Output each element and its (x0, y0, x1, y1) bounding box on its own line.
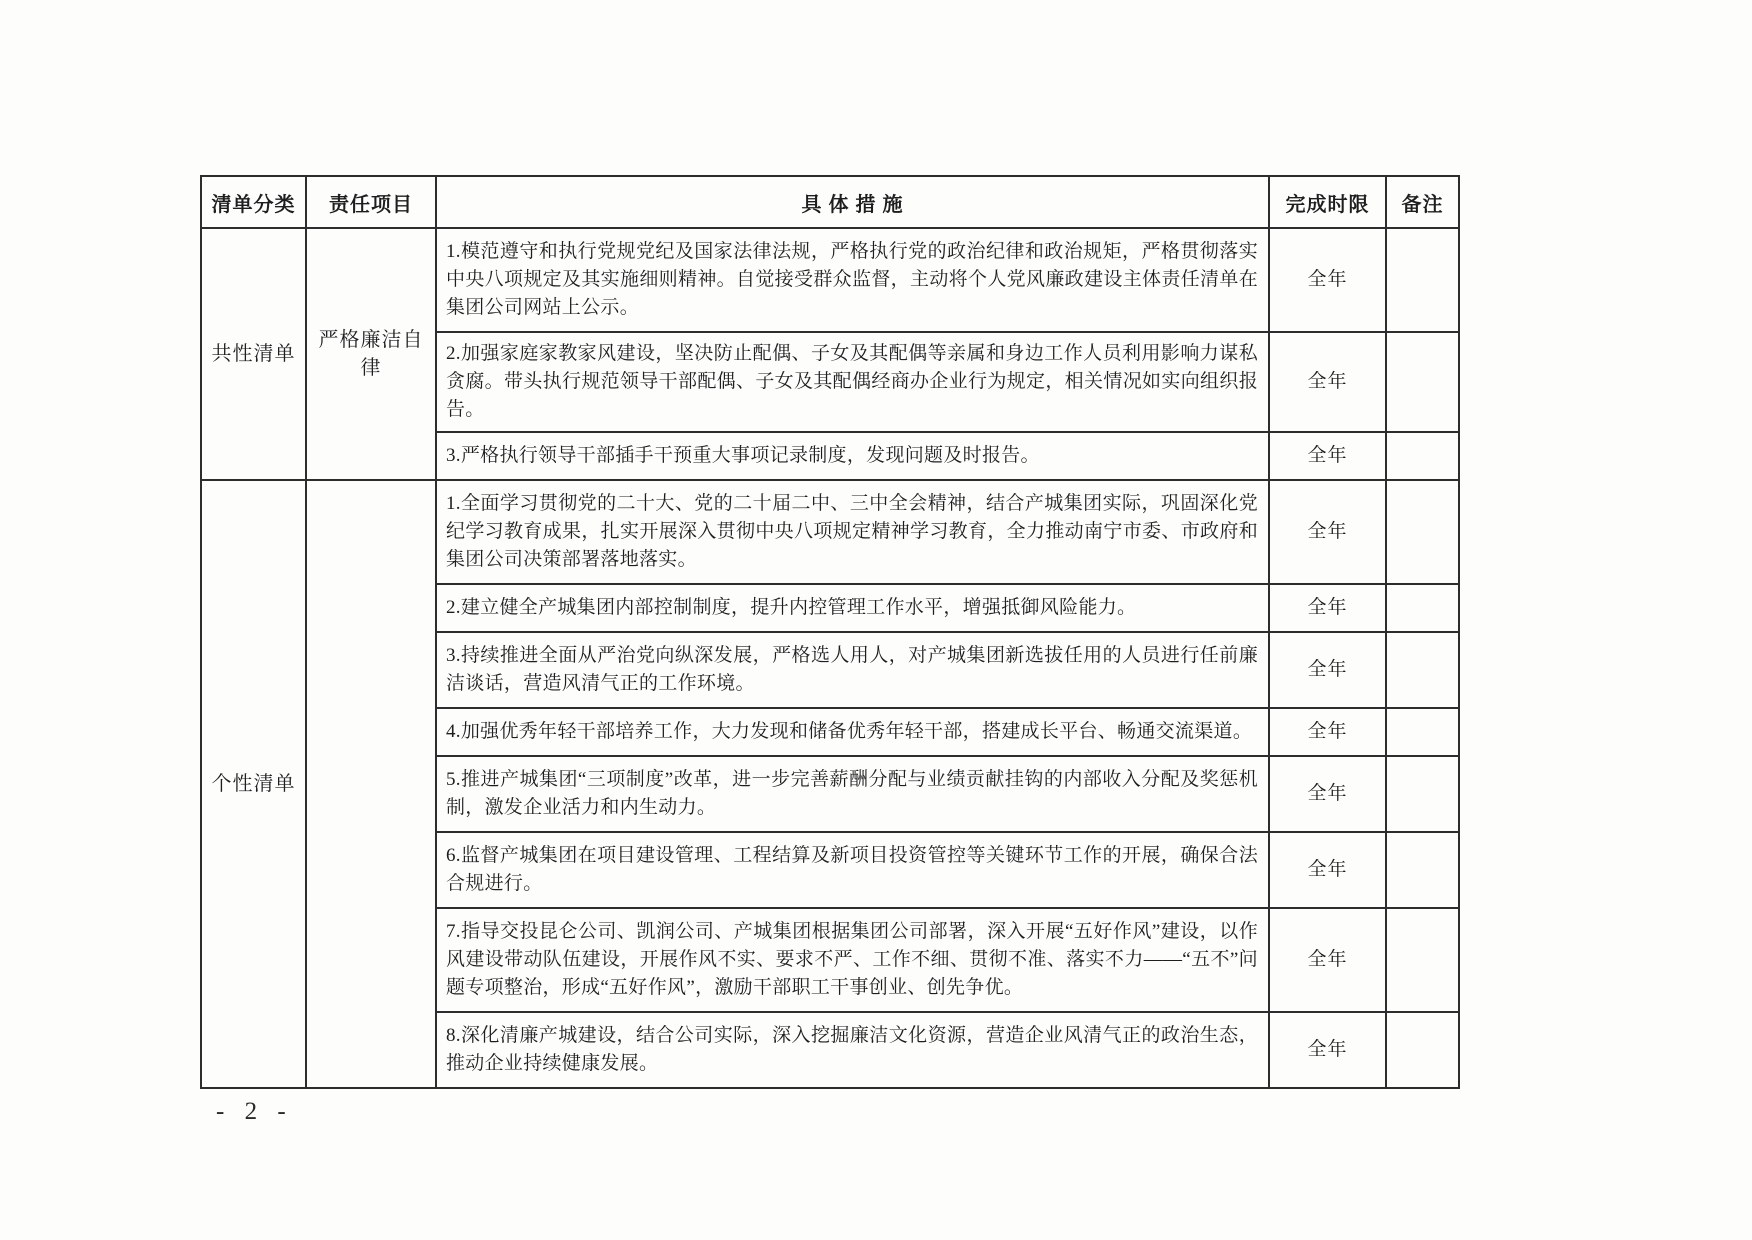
measure-cell: 2.建立健全产城集团内部控制制度，提升内控管理工作水平，增强抵御风险能力。 (436, 584, 1269, 632)
table-row (201, 228, 1459, 332)
remark-cell (1386, 908, 1459, 1012)
remark-cell (1386, 228, 1459, 332)
measure-cell: 1.全面学习贯彻党的二十大、党的二十届二中、三中全会精神，结合产城集团实际，巩固深化党纪学习教育成果，扎实开展深入贯彻中央八项规定精神学习教育，全力推动南宁市委、市政府和集团公司决策部署落地落实。 (436, 480, 1269, 584)
remark-cell (1386, 708, 1459, 756)
measure-cell: 3.持续推进全面从严治党向纵深发展，严格选人用人，对产城集团新选拔任用的人员进行任前廉洁谈话，营造风清气正的工作环境。 (436, 632, 1269, 708)
remark-cell (1386, 332, 1459, 432)
table-row (201, 480, 1459, 584)
measure-cell: 8.深化清廉产城建设，结合公司实际，深入挖掘廉洁文化资源，营造企业风清气正的政治生态，推动企业持续健康发展。 (436, 1012, 1269, 1088)
deadline-cell: 全年 (1269, 480, 1386, 584)
remark-cell (1386, 584, 1459, 632)
measure-cell: 4.加强优秀年轻干部培养工作，大力发现和储备优秀年轻干部，搭建成长平台、畅通交流渠道。 (436, 708, 1269, 756)
category-cell-individual: 个性清单 (201, 480, 306, 1088)
measure-cell: 7.指导交投昆仑公司、凯润公司、产城集团根据集团公司部署，深入开展“五好作风”建设，以作风建设带动队伍建设，开展作风不实、要求不严、工作不细、贯彻不准、落实不力——“五不”问题专项整治，形成“五好作风”，激励干部职工干事创业、创先争优。 (436, 908, 1269, 1012)
measure-cell: 6.监督产城集团在项目建设管理、工程结算及新项目投资管控等关键环节工作的开展，确保合法合规进行。 (436, 832, 1269, 908)
remark-cell (1386, 756, 1459, 832)
measure-cell: 5.推进产城集团“三项制度”改革，进一步完善薪酬分配与业绩贡献挂钩的内部收入分配及奖惩机制，激发企业活力和内生动力。 (436, 756, 1269, 832)
header-measures: 具 体 措 施 (436, 176, 1269, 228)
remark-cell (1386, 632, 1459, 708)
deadline-cell: 全年 (1269, 1012, 1386, 1088)
deadline-cell: 全年 (1269, 832, 1386, 908)
deadline-cell: 全年 (1269, 632, 1386, 708)
project-cell-individual (306, 480, 436, 1088)
category-cell-common: 共性清单 (201, 228, 306, 480)
measure-cell: 3.严格执行领导干部插手干预重大事项记录制度，发现问题及时报告。 (436, 432, 1269, 480)
remark-cell (1386, 432, 1459, 480)
deadline-cell: 全年 (1269, 708, 1386, 756)
header-deadline: 完成时限 (1269, 176, 1386, 228)
remark-cell (1386, 832, 1459, 908)
measure-cell: 1.模范遵守和执行党规党纪及国家法律法规，严格执行党的政治纪律和政治规矩，严格贯彻落实中央八项规定及其实施细则精神。自觉接受群众监督，主动将个人党风廉政建设主体责任清单在集团公司网站上公示。 (436, 228, 1269, 332)
header-remarks: 备注 (1386, 176, 1459, 228)
measure-cell: 2.加强家庭家教家风建设，坚决防止配偶、子女及其配偶等亲属和身边工作人员利用影响力谋私贪腐。带头执行规范领导干部配偶、子女及其配偶经商办企业行为规定，相关情况如实向组织报告。 (436, 332, 1269, 432)
deadline-cell: 全年 (1269, 432, 1386, 480)
deadline-cell: 全年 (1269, 228, 1386, 332)
deadline-cell: 全年 (1269, 332, 1386, 432)
deadline-cell: 全年 (1269, 908, 1386, 1012)
page-number: - 2 - (216, 1098, 293, 1125)
deadline-cell: 全年 (1269, 756, 1386, 832)
header-category: 清单分类 (201, 176, 306, 228)
header-project: 责任项目 (306, 176, 436, 228)
remark-cell (1386, 480, 1459, 584)
project-cell-common: 严格廉洁自律 (306, 228, 436, 480)
deadline-cell: 全年 (1269, 584, 1386, 632)
responsibility-list-table (200, 175, 1460, 1089)
table-header-row (201, 176, 1459, 228)
remark-cell (1386, 1012, 1459, 1088)
